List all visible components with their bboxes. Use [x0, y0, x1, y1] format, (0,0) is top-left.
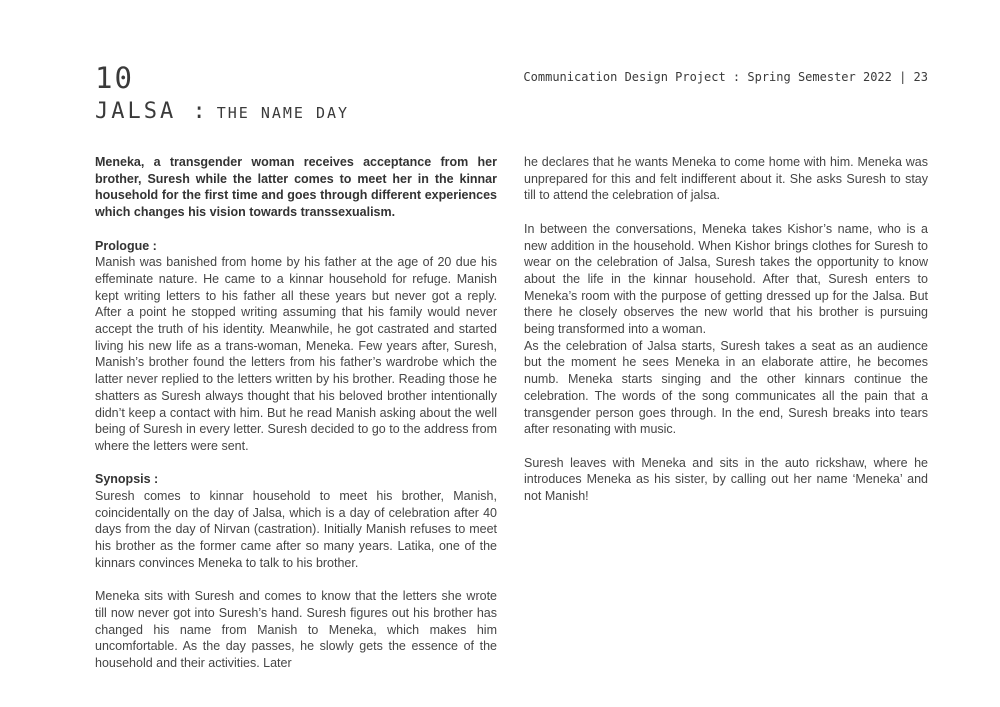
- chapter-subtitle: THE NAME DAY: [216, 104, 350, 122]
- synopsis-section: [95, 471, 497, 571]
- lead-paragraph: Meneka, a transgender woman receives acceptance from her brother, Suresh while the latter comes to meet her in the kinnar household for the first time and goes through different experiences which changes his vision towards transsexualism.: [95, 155, 497, 220]
- body-paragraph: Meneka sits with Suresh and comes to know that the letters she wrote till now never got into Suresh’s hand. Suresh figures out his brother has changed his name from Manish to Meneka, which makes him uncomfortable. As the day passes, he slowly gets the essence of the household and their activities. Later: [95, 589, 497, 671]
- body-paragraph: Suresh leaves with Meneka and sits in the auto rickshaw, where he introduces Meneka as his sister, by calling out her name ‘Meneka’ and not Manish!: [524, 455, 928, 504]
- left-column: [95, 154, 497, 688]
- prologue-text: Manish was banished from home by his father at the age of 20 due his effeminate nature. He came to a kinnar household for refuge. Manish kept writing letters to his father all these years but never got a reply. After a point he stopped writing assuming that his family would never accept the truth of his identity. Meanwhile, he got castrated and started living his new life as a trans-woman, Meneka. Few years after, Suresh, Manish’s brother found the letters from his father’s wardrobe which the latter never replied to the letters written by his brother. Reading those he shatters as Suresh always thought that his beloved brother intentionally didn’t keep a contact with him. But he read Manish asking about the well being of Suresh in every letter. Suresh decided to go to the address from where the letters were sent.: [95, 255, 497, 453]
- synopsis-text: Suresh comes to kinnar household to meet his brother, Manish, coincidentally on the day of Jalsa, which is a day of celebration after 40 days from the day of Nirvan (castration). Initially Manish refuses to meet his brother as the former came after so many years. Latika, one of the kinnars convinces Meneka to talk to his brother.: [95, 489, 497, 570]
- chapter-title: [95, 101, 349, 123]
- synopsis-heading: Synopsis :: [95, 472, 159, 487]
- prologue-section: [95, 238, 497, 455]
- body-paragraph: he declares that he wants Meneka to come home with him. Meneka was unprepared for this and felt indifferent about it. She asks Suresh to stay till to attend the celebration of jalsa.: [524, 155, 928, 203]
- body-paragraph: As the celebration of Jalsa starts, Suresh takes a seat as an audience but the moment he sees Meneka in an elaborate attire, he becomes numb. Meneka starts singing and the other kinnars continue the celebration. The words of the song communicates all the pain that a transgender person goes through. In the end, Suresh breaks into tears after resonating with music.: [524, 338, 928, 437]
- prologue-heading: Prologue :: [95, 238, 157, 253]
- right-column: [524, 154, 928, 521]
- running-header: Communication Design Project : Spring Semester 2022 | 23: [523, 70, 928, 84]
- chapter-number: 10: [95, 61, 134, 95]
- chapter-title-main: JALSA :: [95, 99, 209, 124]
- body-paragraph: In between the conversations, Meneka takes Kishor’s name, who is a new addition in the household. When Kishor brings clothes for Suresh to wear on the celebration of Jalsa, Suresh takes the opportunity to know about the life in the kinnar household. After that, Suresh enters to Meneka’s room with the purpose of getting dressed up for the Jalsa. But there he closely observes the new world that his brother is pursuing being transformed into a woman.: [524, 221, 928, 337]
